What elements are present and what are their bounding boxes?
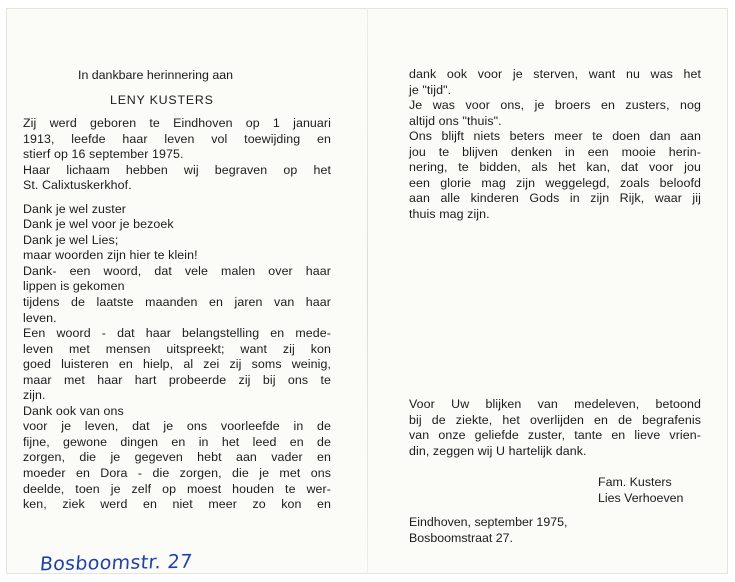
place-date: Eindhoven, september 1975, bbox=[409, 515, 568, 529]
text-line: Dank ook van ons bbox=[23, 403, 124, 418]
text-line: Haar lichaam hebben wij begraven op het bbox=[23, 162, 331, 177]
text-line: aan alle kinderen Gods in zijn Rijk, waar jij bbox=[409, 191, 701, 206]
heading-intro: In dankbare herinnering aan bbox=[78, 68, 233, 82]
place-date-block bbox=[409, 514, 567, 546]
right-column-text bbox=[409, 67, 701, 222]
text-line: thuis mag zijn. bbox=[409, 206, 490, 221]
text-line: leven. bbox=[23, 310, 57, 325]
text-line: Dank je wel voor je bezoek bbox=[23, 217, 174, 232]
text-line: fijne, gewone dingen en in het leed en de bbox=[23, 434, 331, 449]
text-line: deelde, toen je zelf op moest houden te wer- bbox=[23, 481, 331, 496]
text-line: Dank je wel zuster bbox=[23, 201, 127, 216]
text-line: tijdens de laatste maanden en jaren van haar bbox=[23, 295, 331, 310]
text-line: jou te blijven denken in een mooie herin- bbox=[409, 144, 701, 159]
text-line: lippen is gekomen bbox=[23, 279, 125, 294]
signature-person: Lies Verhoeven bbox=[598, 491, 684, 505]
text-line: Dank- een woord, dat vele malen over haar bbox=[23, 263, 331, 278]
text-line: zorgen, die je gegeven hebt aan vader en bbox=[23, 450, 331, 465]
text-line: maar woorden zijn hier te klein! bbox=[23, 248, 198, 263]
left-column-text bbox=[23, 116, 331, 513]
text-line: Je was voor ons, je broers en zusters, nog bbox=[409, 98, 701, 113]
text-line: altijd ons "thuis". bbox=[409, 113, 502, 128]
text-line: je "tijd". bbox=[409, 82, 452, 97]
signature-family: Fam. Kusters bbox=[598, 475, 672, 489]
text-line: goed luisteren en hielp, al zei zij soms weinig, bbox=[23, 357, 331, 372]
signature-block bbox=[598, 474, 683, 506]
text-line: Ons blijft niets beters meer te doen dan aan bbox=[409, 129, 701, 144]
text-line: van onze geliefde zuster, tante en lieve vrien- bbox=[409, 428, 701, 443]
text-line: Een woord - dat haar belangstelling en mede- bbox=[23, 326, 331, 341]
text-line: bij de ziekte, het overlijden en de begrafenis bbox=[409, 412, 701, 427]
text-line: moeder en Dora - die zorgen, die je met ons bbox=[23, 466, 331, 481]
text-line: een glorie mag zijn weggelegd, zoals beloofd bbox=[409, 175, 701, 190]
handwritten-address-note: Bosboomstr. 27 bbox=[38, 550, 194, 576]
text-line: dank ook voor je sterven, want nu was het bbox=[409, 67, 701, 81]
card-fold-line bbox=[367, 8, 368, 574]
deceased-name: LENY KUSTERS bbox=[110, 93, 214, 107]
text-line: Dank je wel Lies; bbox=[23, 232, 119, 247]
text-line: Zij werd geboren te Eindhoven op 1 januari bbox=[23, 116, 331, 130]
text-line: maar met haar hart probeerde zij bij ons te bbox=[23, 372, 331, 387]
text-line: 1913, leefde haar leven vol toewijding en bbox=[23, 131, 331, 146]
text-line: zijn. bbox=[23, 388, 46, 403]
text-line: St. Calixtuskerkhof. bbox=[23, 178, 132, 193]
text-line: leven met mensen uitspreekt; want zij kon bbox=[23, 341, 331, 356]
text-line: nering, te bidden, als het kan, dat voor jou bbox=[409, 160, 701, 175]
thanks-paragraph bbox=[409, 397, 701, 459]
text-line: voor je leven, dat je ons voorleefde in de bbox=[23, 419, 331, 434]
text-line: Voor Uw blijken van medeleven, betoond bbox=[409, 397, 701, 411]
text-line: stierf op 16 september 1975. bbox=[23, 147, 184, 162]
text-line: din, zeggen wij U hartelijk dank. bbox=[409, 443, 587, 458]
text-line: ken, ziek werd en niet meer zo kon en bbox=[23, 497, 331, 512]
address: Bosboomstraat 27. bbox=[409, 531, 514, 545]
